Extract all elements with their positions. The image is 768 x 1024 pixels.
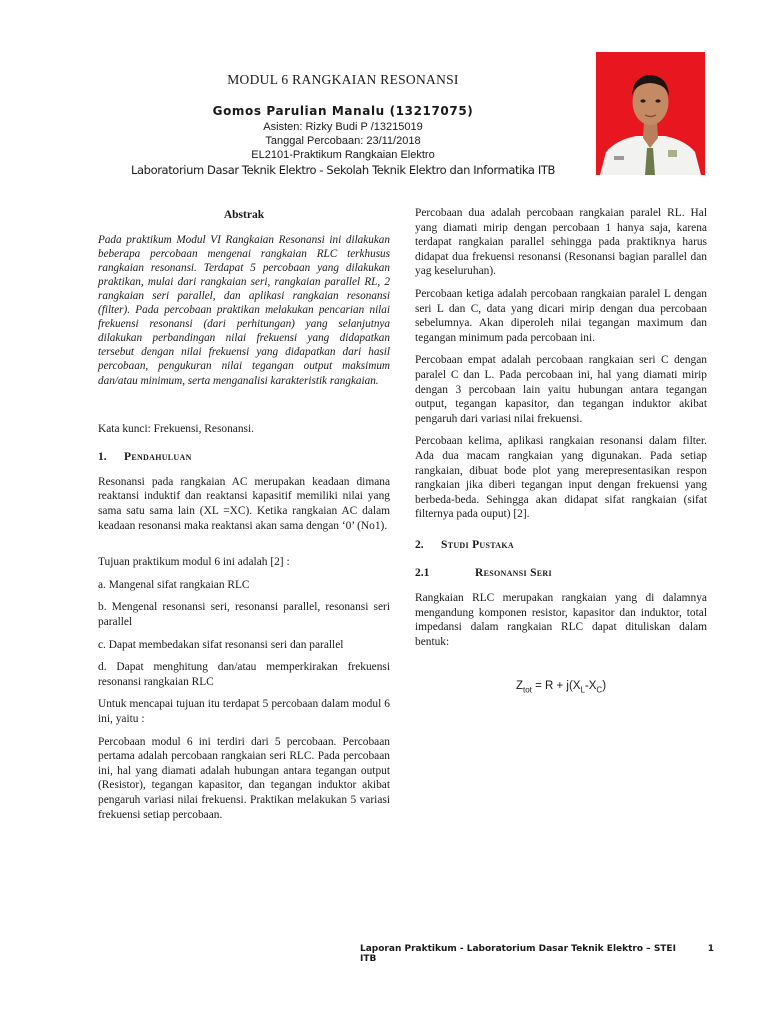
author-photo-illustration	[596, 52, 705, 175]
course-line: EL2101-Praktikum Rangkaian Elektro	[251, 149, 435, 161]
subsection-number: 2.1	[415, 567, 430, 580]
goal-item: b. Mengenal resonansi seri, resonansi parallel, resonansi seri parallel	[98, 601, 390, 628]
goal-item: c. Dapat membedakan sifat resonansi seri dan parallel	[98, 638, 344, 651]
intro-paragraph: Resonansi pada rangkaian AC merupakan keadaan dimana reaktansi induktif dan reaktansi kapasitif memiliki nilai yang sama satu sama lain (XL =XC). Ketika rangkaian AC dalam keadaan resonansi maka reaktansi akan sama dengan ‘0’ (No1).	[98, 475, 390, 532]
series-resonance-paragraph: Rangkaian RLC merupakan rangkaian yang di dalamnya mengandung komponen resistor, kapasitor dan induktor, total impedansi dalam rangkaian RLC dapat dituliskan dalam bentuk:	[415, 592, 707, 648]
experiment-3-paragraph: Percobaan ketiga adalah percobaan rangkaian paralel L dengan seri L dan C, data yang dicari mirip dengan dua percobaan sebelumnya. Akan diperoleh nilai tegangan maximum dan tegangan minimum pada percobaan ini.	[415, 287, 707, 344]
section-number: 1.	[98, 451, 107, 464]
abstract-text: Pada praktikum Modul VI Rangkaian Resonansi ini dilakukan beberapa percobaan mengenai rangkaian RLC terkhusus rangkaian resonansi. Terdapat 5 percobaan yang dilakukan praktikan, mulai dari rangkaian seri, rangkaian parallel RL, 2 rangkaian seri parallel, dan aplikasi rangkaian resonansi (filter). Pada percobaan praktikan melakukan pencarian nilai frekuensi resonansi (dari perhitungan) yang selanjutnya dilakukan perbandingan nilai frekuensi yang didapatkan tersebut dengan nilai frekuensi yang didapatkan dari hasil percobaan, pengukuran nilai tegangan output maksimum dan/atau minimum, serta menganalisi karakteristik rangkaian.	[98, 233, 390, 387]
section-1-heading	[98, 450, 390, 465]
experiment-1-paragraph: Percobaan modul 6 ini terdiri dari 5 percobaan. Percobaan pertama adalah percobaan rangkaian seri RLC. Pada percobaan ini, hal yang diamati adalah hubungan antara tegangan output (Resistor), tegangan kapasitor, dan tegangan induktor akibat pengaruh variasi nilai frekuensi. Praktikan melakukan 5 variasi frekuensi setiap percobaan.	[98, 735, 390, 821]
date-line: Tanggal Percobaan: 23/11/2018	[265, 135, 421, 147]
page-number: 1	[707, 944, 714, 954]
footer-text: Laporan Praktikum - Laboratorium Dasar Teknik Elektro – STEI ITB	[360, 944, 676, 964]
impedance-formula: $Z_{tot} = R + j(X_L-X_C)$	[515, 680, 607, 695]
experiment-5-paragraph: Percobaan kelima, aplikasi rangkaian resonansi dalam filter. Ada dua macam rangkaian yang digunakan. Pada setiap rangkaian, dibuat bode plot yang merepresentasikan respon rangkaian jika diberi tegangan input dengan frekuensi yang berbeda-beda. Sehingga akan didapat sifat rangkaian (sifat filternya pada ouput) [2].	[415, 435, 707, 521]
section-2-heading	[415, 538, 707, 553]
abstract-heading: Abstrak	[223, 209, 265, 221]
lab-line: Laboratorium Dasar Teknik Elektro - Sekolah Teknik Elektro dan Informatika ITB	[131, 163, 555, 177]
paper-title: MODUL 6 RANGKAIAN RESONANSI	[227, 72, 459, 87]
assistant-line: Asisten: Rizky Budi P /13215019	[263, 121, 423, 133]
section-title: Pendahuluan	[124, 451, 192, 464]
page-footer	[360, 944, 714, 964]
goals-lead: Tujuan praktikum modul 6 ini adalah [2] :	[98, 556, 290, 569]
keywords: Kata kunci: Frekuensi, Resonansi.	[98, 422, 254, 435]
right-column	[415, 206, 707, 698]
section-number: 2.	[415, 538, 424, 551]
section-title: Studi Pustaka	[441, 538, 514, 551]
left-column	[98, 206, 390, 830]
experiment-2-paragraph: Percobaan dua adalah percobaan rangkaian paralel RL. Hal yang diamati mirip dengan percobaan 1 hanya saja, karena terdapat rangkaian parallel sehingga pada praktiknya harus didapat dua frekuensi resonansi (Resonansi bagian parallel dan yag keseluruhan).	[415, 207, 707, 278]
subsection-2-1-heading	[415, 566, 707, 581]
subsection-title: Resonansi Seri	[475, 567, 552, 580]
author-name: Gomos Parulian Manalu (13217075)	[212, 104, 474, 118]
author-photo	[596, 52, 705, 175]
experiment-4-paragraph: Percobaan empat adalah percobaan rangkaian seri C dengan paralel C dan L. Pada percobaan ini, hal yang diamati mirip dengan 3 percobaan lain yaitu hubungan antara tegangan output, tegangan kapasitor, dan tegangan induktor akibat pengaruh dari variasi nilai frekuensi.	[415, 354, 707, 425]
goal-item: a. Mangenal sifat rangkaian RLC	[98, 578, 250, 591]
achieve-paragraph: Untuk mencapai tujuan itu terdapat 5 percobaan dalam modul 6 ini, yaitu :	[98, 698, 390, 725]
goal-item: d. Dapat menghitung dan/atau memperkirakan frekuensi resonansi rangkaian RLC	[98, 661, 390, 688]
